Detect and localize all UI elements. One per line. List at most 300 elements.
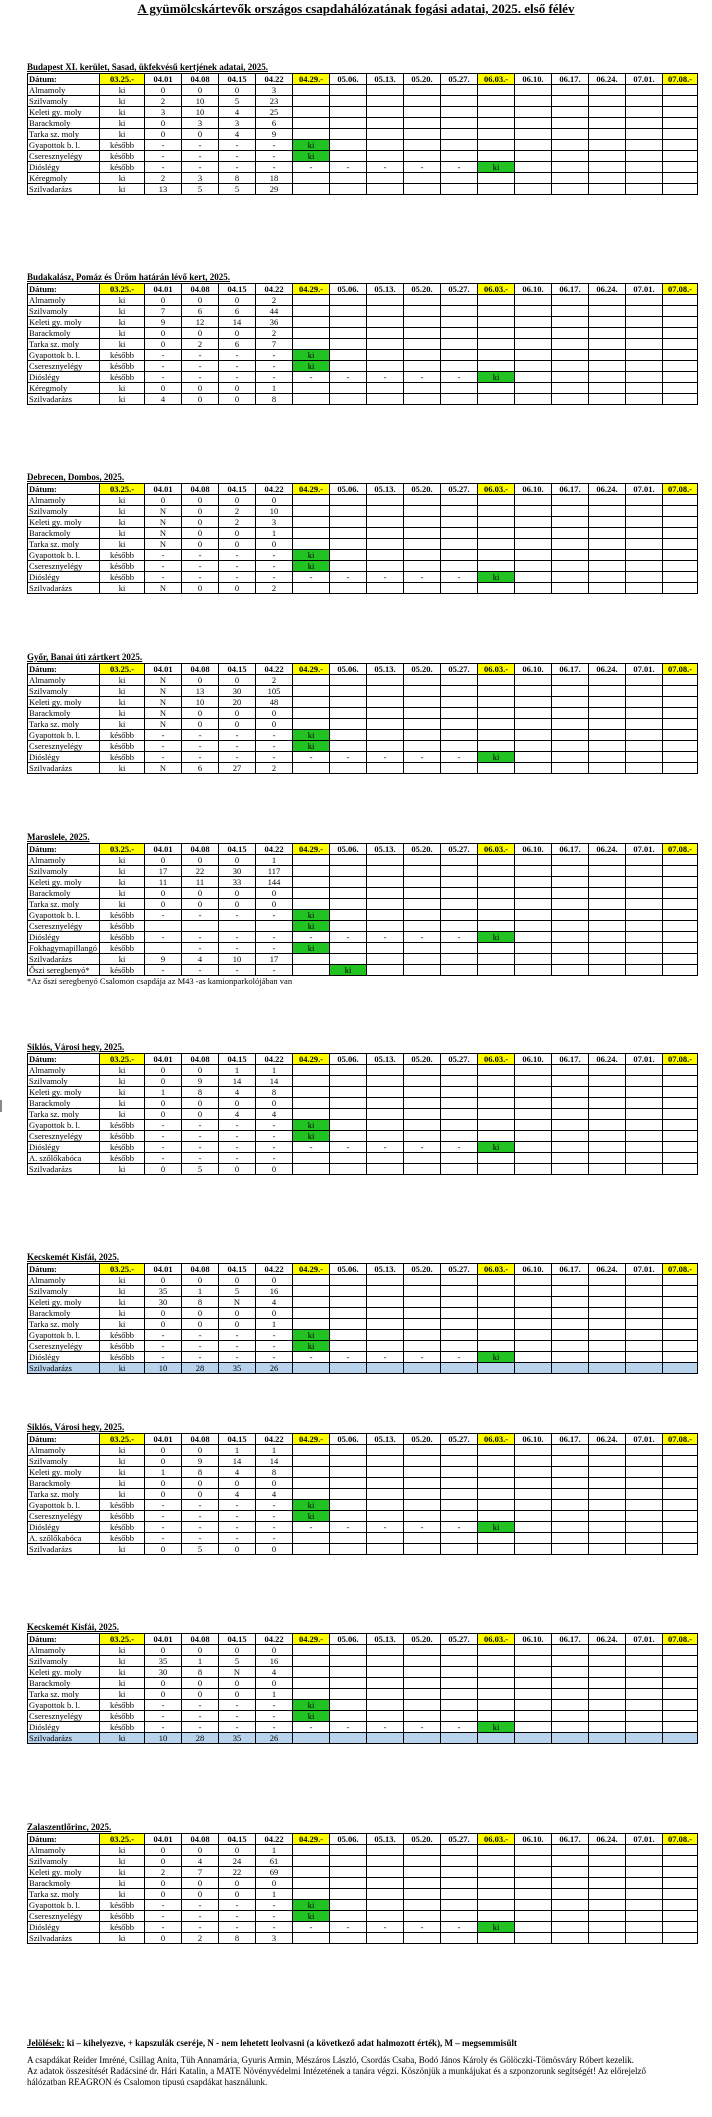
catch-cell [552,866,589,877]
catch-cell [589,1363,626,1374]
catch-cell: N [145,708,182,719]
species-name: Barackmoly [28,328,100,339]
table-row [28,1667,698,1678]
catch-cell: - [219,151,256,162]
catch-cell: - [256,943,293,954]
species-name: Dióslégy [28,1142,100,1153]
catch-cell [589,1341,626,1352]
catch-cell: 0 [182,539,219,550]
catch-cell [589,1164,626,1175]
header-cell: 07.01. [626,664,663,675]
catch-cell: később [100,140,145,151]
catch-cell [552,1076,589,1087]
catch-cell [293,96,330,107]
catch-cell [589,1845,626,1856]
catch-cell [552,1511,589,1522]
catch-cell [515,1120,552,1131]
catch-cell [441,1087,478,1098]
catch-cell [367,1533,404,1544]
table-row [28,730,698,741]
catch-cell [441,1109,478,1120]
catch-cell: ki [293,561,330,572]
catch-cell: - [219,1533,256,1544]
catch-cell: - [219,965,256,976]
catch-cell: 28 [182,1363,219,1374]
catch-cell: 0 [145,1845,182,1856]
catch-cell [515,1689,552,1700]
catch-cell [663,932,698,943]
catch-cell: 4 [256,1489,293,1500]
catch-cell: 14 [219,1076,256,1087]
header-cell: 05.06. [330,1264,367,1275]
catch-cell [626,1878,663,1889]
catch-cell [367,1087,404,1098]
catch-cell [515,506,552,517]
catch-cell [663,184,698,195]
header-cell: 04.01 [145,484,182,495]
catch-cell [552,1445,589,1456]
catch-cell [478,763,515,774]
catch-cell [478,1678,515,1689]
catch-cell [404,306,441,317]
catch-cell: 0 [182,85,219,96]
header-cell: 06.24. [589,284,626,295]
catch-cell [441,173,478,184]
catch-cell [293,1656,330,1667]
catch-cell [367,1456,404,1467]
catch-cell [330,1297,367,1308]
header-row [28,1434,698,1445]
catch-cell [404,1297,441,1308]
catch-cell [404,539,441,550]
header-cell: 05.13. [367,664,404,675]
catch-cell: 6 [256,118,293,129]
catch-cell [478,85,515,96]
catch-cell: ki [100,719,145,730]
catch-cell [663,162,698,173]
catch-cell [626,1544,663,1555]
catch-cell [330,675,367,686]
header-cell: 06.24. [589,844,626,855]
catch-cell [552,328,589,339]
header-cell: 03.25.- [100,664,145,675]
catch-cell: - [256,1500,293,1511]
catch-cell: 1 [256,1689,293,1700]
table-row [28,1511,698,1522]
catch-cell: ki [100,306,145,317]
catch-cell [145,943,182,954]
catch-cell [404,85,441,96]
species-name: Szilvadarázs [28,954,100,965]
header-cell: 04.08 [182,74,219,85]
table-row [28,1330,698,1341]
catch-cell [552,1456,589,1467]
catch-cell [330,350,367,361]
catch-cell [219,921,256,932]
catch-cell [478,1933,515,1944]
catch-cell [626,107,663,118]
catch-cell: 0 [219,1275,256,1286]
catch-cell: 30 [219,866,256,877]
catch-cell [626,295,663,306]
catch-cell [626,85,663,96]
catch-cell: ki [293,151,330,162]
catch-cell: - [145,1911,182,1922]
catch-cell [330,107,367,118]
species-name: Gyapottok b. l. [28,1900,100,1911]
species-name: Szilvadarázs [28,1933,100,1944]
catch-cell [552,1544,589,1555]
species-name: Szilvadarázs [28,394,100,405]
header-row [28,1834,698,1845]
catch-cell [515,1722,552,1733]
catch-cell [552,361,589,372]
catch-cell [515,306,552,317]
catch-cell [552,708,589,719]
catch-cell: 0 [219,383,256,394]
catch-cell: - [441,372,478,383]
catch-cell: 0 [145,495,182,506]
catch-cell [293,1456,330,1467]
catch-cell [330,1911,367,1922]
catch-cell [441,899,478,910]
catch-cell [367,1544,404,1555]
catch-cell [626,361,663,372]
catch-cell [663,1711,698,1722]
catch-cell [367,910,404,921]
catch-cell [404,1153,441,1164]
catch-cell [663,107,698,118]
header-cell: 05.13. [367,74,404,85]
catch-cell [515,1845,552,1856]
site-title: Győr, Banai úti zártkert 2025. [27,652,143,662]
catch-cell [404,1900,441,1911]
catch-cell [626,583,663,594]
catch-cell [552,1522,589,1533]
catch-cell [367,943,404,954]
catch-cell [330,888,367,899]
catch-cell [589,517,626,528]
header-cell: 06.24. [589,1434,626,1445]
header-cell: 05.06. [330,1054,367,1065]
catch-cell: - [182,752,219,763]
species-name: Barackmoly [28,1308,100,1319]
catch-cell: - [145,1533,182,1544]
catch-cell [515,328,552,339]
catch-cell [552,1098,589,1109]
catch-cell [515,528,552,539]
catch-cell [626,517,663,528]
catch-cell [589,1645,626,1656]
species-name: Tarka sz. moly [28,1319,100,1330]
catch-cell [330,1065,367,1076]
header-cell: 05.06. [330,484,367,495]
catch-cell [626,1164,663,1175]
catch-cell [330,741,367,752]
catch-cell [330,317,367,328]
catch-cell [404,96,441,107]
site-title: Budakalász, Pomáz és Üröm határán lévő kert, 2025. [27,272,230,282]
catch-cell [515,1645,552,1656]
catch-cell: később [100,1120,145,1131]
catch-cell [663,1341,698,1352]
catch-cell: 1 [256,383,293,394]
catch-cell [441,1308,478,1319]
table-row [28,855,698,866]
catch-cell: 27 [219,763,256,774]
species-name: Szilvamoly [28,1656,100,1667]
catch-cell [441,1478,478,1489]
catch-cell [515,1656,552,1667]
catch-cell [441,1700,478,1711]
catch-cell [367,151,404,162]
catch-cell: - [256,1511,293,1522]
catch-cell: 35 [145,1656,182,1667]
catch-cell: N [219,1667,256,1678]
catch-cell: - [145,1522,182,1533]
catch-cell: - [256,1700,293,1711]
catch-cell [515,1286,552,1297]
catch-cell [478,306,515,317]
catch-cell [330,1689,367,1700]
catch-cell: 14 [256,1076,293,1087]
catch-cell [552,1120,589,1131]
catch-cell [552,306,589,317]
catch-cell [441,1900,478,1911]
species-name: Szilvamoly [28,96,100,107]
table-row [28,173,698,184]
catch-cell [515,1900,552,1911]
catch-cell [589,1286,626,1297]
catch-cell: ki [293,1711,330,1722]
catch-cell [589,295,626,306]
table-row [28,528,698,539]
table-row [28,675,698,686]
species-name: Almamoly [28,85,100,96]
catch-cell [589,1076,626,1087]
catch-cell: - [219,1911,256,1922]
catch-cell [330,855,367,866]
catch-cell: 4 [145,394,182,405]
catch-cell [626,506,663,517]
header-cell: 03.25.- [100,1834,145,1845]
catch-cell [441,1153,478,1164]
catch-cell [330,1678,367,1689]
catch-cell: ki [100,85,145,96]
legend-text: ki – kihelyezve, + kapszulák cseréje, N - nem lehetett leolvasni (a következő adat halmozott érték), M – megsemmisült [64,2038,518,2048]
catch-cell: 0 [219,719,256,730]
species-name: Barackmoly [28,118,100,129]
catch-cell: 10 [145,1363,182,1374]
catch-cell: 35 [219,1733,256,1744]
species-name: Cseresznyelégy [28,1711,100,1722]
catch-cell: - [219,752,256,763]
catch-cell: 17 [256,954,293,965]
catch-cell: 3 [182,118,219,129]
catch-cell [441,1076,478,1087]
table-row [28,1533,698,1544]
catch-cell [663,1286,698,1297]
catch-cell: később [100,350,145,361]
catch-cell [441,85,478,96]
catch-cell: - [404,932,441,943]
catch-cell [404,1467,441,1478]
catch-cell: 0 [145,1489,182,1500]
catch-cell: ki [100,1065,145,1076]
catch-cell: ki [293,943,330,954]
catch-cell [478,528,515,539]
catch-cell: 4 [219,107,256,118]
table-row [28,1076,698,1087]
catch-cell [663,1164,698,1175]
catch-cell [663,118,698,129]
catch-cell [478,675,515,686]
catch-cell [552,1867,589,1878]
catch-cell: 0 [182,517,219,528]
catch-cell [589,763,626,774]
table-row [28,1544,698,1555]
catch-cell [589,1656,626,1667]
catch-cell [478,1667,515,1678]
catch-cell [626,1142,663,1153]
catch-cell [404,1076,441,1087]
catch-cell [478,1511,515,1522]
catch-cell: - [256,910,293,921]
catch-cell: később [100,730,145,741]
catch-cell [367,107,404,118]
catch-cell [441,965,478,976]
catch-cell [589,1319,626,1330]
catch-cell: - [145,910,182,921]
catch-cell: - [219,372,256,383]
catch-cell: 11 [145,877,182,888]
catch-cell [404,1667,441,1678]
catch-cell [663,866,698,877]
header-cell: 04.29.- [293,664,330,675]
catch-cell: ki [100,96,145,107]
header-cell: 05.27. [441,1054,478,1065]
catch-cell [663,1087,698,1098]
catch-cell [404,730,441,741]
header-cell: 05.20. [404,1264,441,1275]
catch-cell [663,350,698,361]
catch-cell [367,1900,404,1911]
catch-table [27,1263,698,1374]
species-name: Dióslégy [28,572,100,583]
catch-cell: 0 [219,1678,256,1689]
catch-cell [515,1889,552,1900]
catch-cell [663,1319,698,1330]
catch-cell: 0 [256,719,293,730]
catch-cell [330,1544,367,1555]
catch-cell [404,1867,441,1878]
catch-cell [626,561,663,572]
catch-cell [441,1098,478,1109]
table-row [28,295,698,306]
site-block [27,1422,698,1555]
catch-cell [515,118,552,129]
catch-cell [663,1911,698,1922]
catch-cell [478,730,515,741]
catch-cell: 117 [256,866,293,877]
catch-cell [330,306,367,317]
catch-cell: 2 [219,506,256,517]
table-row [28,866,698,877]
catch-cell: - [330,1922,367,1933]
catch-cell [404,1275,441,1286]
catch-cell [404,129,441,140]
catch-cell [552,1878,589,1889]
catch-cell [626,932,663,943]
catch-cell [552,686,589,697]
catch-cell: - [145,561,182,572]
catch-cell: később [100,372,145,383]
catch-cell: - [219,140,256,151]
catch-cell: - [256,1131,293,1142]
catch-cell [404,877,441,888]
catch-cell [293,888,330,899]
catch-cell: - [145,572,182,583]
table-row [28,1522,698,1533]
catch-cell [626,1700,663,1711]
catch-cell [626,1467,663,1478]
species-name: Tarka sz. moly [28,1109,100,1120]
catch-cell [552,1700,589,1711]
catch-cell [367,118,404,129]
catch-cell [515,1363,552,1374]
catch-cell [552,173,589,184]
species-name: Dióslégy [28,162,100,173]
species-name: Cseresznyelégy [28,361,100,372]
catch-cell: ki [100,1867,145,1878]
catch-cell: - [182,550,219,561]
catch-cell: - [256,561,293,572]
catch-cell [515,675,552,686]
catch-cell [367,1478,404,1489]
catch-cell [478,1733,515,1744]
catch-cell: 0 [182,719,219,730]
catch-cell [404,1511,441,1522]
catch-cell: 0 [145,1544,182,1555]
header-cell: 06.03.- [478,484,515,495]
catch-cell [478,1533,515,1544]
catch-cell [626,1533,663,1544]
catch-cell: - [330,1352,367,1363]
catch-cell [515,1308,552,1319]
header-cell: 07.01. [626,484,663,495]
table-row [28,1900,698,1911]
catch-cell: - [182,1711,219,1722]
catch-cell: 2 [145,1867,182,1878]
catch-cell [552,383,589,394]
table-row [28,1275,698,1286]
catch-cell: - [219,1511,256,1522]
catch-cell [478,1341,515,1352]
catch-cell: 0 [182,506,219,517]
catch-cell [515,539,552,550]
catch-cell [404,954,441,965]
catch-cell [367,1489,404,1500]
catch-cell [441,550,478,561]
catch-cell [589,1689,626,1700]
catch-cell [478,350,515,361]
catch-cell: N [145,675,182,686]
catch-cell [404,394,441,405]
catch-cell [404,583,441,594]
catch-cell [589,1867,626,1878]
catch-cell: - [219,572,256,583]
header-cell: 03.25.- [100,1054,145,1065]
